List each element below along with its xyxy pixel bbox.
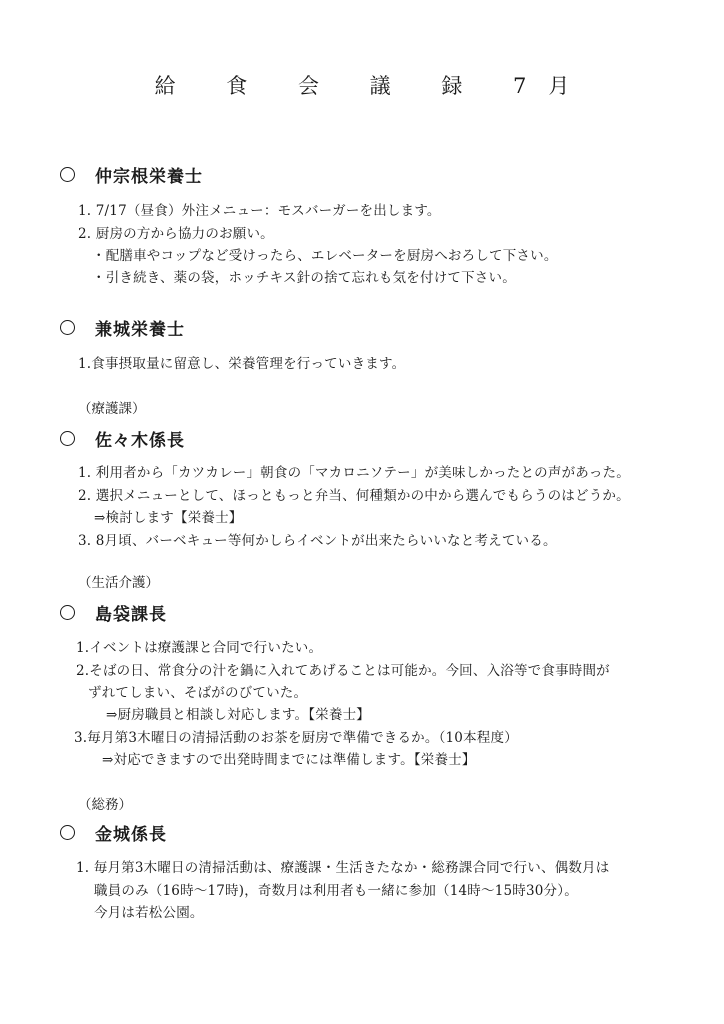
section-name: 仲宗根栄養士 bbox=[95, 166, 203, 187]
circle-bullet-icon bbox=[60, 605, 75, 620]
section-name: 島袋課長 bbox=[95, 604, 167, 625]
list-item: ・引き続き、薬の袋，ホッチキス針の捨て忘れも気を付けて下さい。 bbox=[92, 270, 516, 286]
list-item: ずれてしまい、そばがのびていた。 bbox=[88, 685, 308, 701]
section-header-sasaki bbox=[60, 426, 185, 450]
department-label: （生活介護） bbox=[78, 575, 159, 591]
circle-bullet-icon bbox=[60, 320, 75, 335]
circle-bullet-icon bbox=[60, 825, 75, 840]
list-item: 1. 利用者から「カツカレー」朝食の「マカロニソテー」が美味しかったとの声があった。 bbox=[78, 465, 630, 481]
department-label: （療護課） bbox=[78, 401, 146, 417]
section-header-kaneshiro bbox=[60, 315, 185, 339]
section-header-nakasone bbox=[60, 162, 203, 186]
list-item: 1.食事摂取量に留意し、栄養管理を行っていきます。 bbox=[78, 356, 406, 372]
list-item: ⇒厨房職員と相談し対応します。【栄養士】 bbox=[106, 707, 370, 723]
list-item: 2.そばの日、常食分の汁を鍋に入れてあげることは可能か。今回、入浴等で食事時間が bbox=[76, 663, 610, 679]
list-item: 2. 厨房の方から協力のお願い。 bbox=[78, 226, 274, 242]
list-item: 1. 7/17（昼食）外注メニュー：モスバーガーを出します。 bbox=[78, 203, 441, 219]
section-name: 兼城栄養士 bbox=[95, 319, 185, 340]
list-item: 1.イベントは療護課と合同で行いたい。 bbox=[76, 640, 323, 656]
list-item: 3.毎月第3木曜日の清掃活動のお茶を厨房で準備できるか。（10本程度） bbox=[74, 730, 518, 746]
list-item: 今月は若松公園。 bbox=[94, 905, 204, 921]
list-item: 2. 選択メニューとして、ほっともっと弁当、何種類かの中から選んでもらうのはどうか。 bbox=[78, 488, 630, 504]
list-item: 3. 8月頃、バーベキュー等何かしらイベントが出来たらいいなと考えている。 bbox=[78, 533, 557, 549]
page-title: 給 食 会 議 録 7月 bbox=[154, 74, 592, 98]
section-header-shimabukuro bbox=[60, 600, 167, 624]
section-name: 佐々木係長 bbox=[95, 430, 185, 451]
department-label: （総務） bbox=[78, 797, 132, 813]
circle-bullet-icon bbox=[60, 431, 75, 446]
section-header-kinjo bbox=[60, 820, 167, 844]
circle-bullet-icon bbox=[60, 167, 75, 182]
list-item: ・配膳車やコップなど受けったら、エレベーターを厨房へおろして下さい。 bbox=[92, 248, 558, 264]
list-item: 職員のみ（16時～17時)，奇数月は利用者も一緒に参加（14時～15時30分）。 bbox=[94, 883, 578, 899]
section-name: 金城係長 bbox=[95, 824, 167, 845]
list-item: 1. 毎月第3木曜日の清掃活動は、療護課・生活きたなか・総務課合同で行い、偶数月は bbox=[76, 860, 610, 876]
list-item: ⇒対応できますので出発時間までには準備します。【栄養士】 bbox=[102, 752, 476, 768]
list-item: ⇒検討します【栄養士】 bbox=[94, 510, 243, 526]
